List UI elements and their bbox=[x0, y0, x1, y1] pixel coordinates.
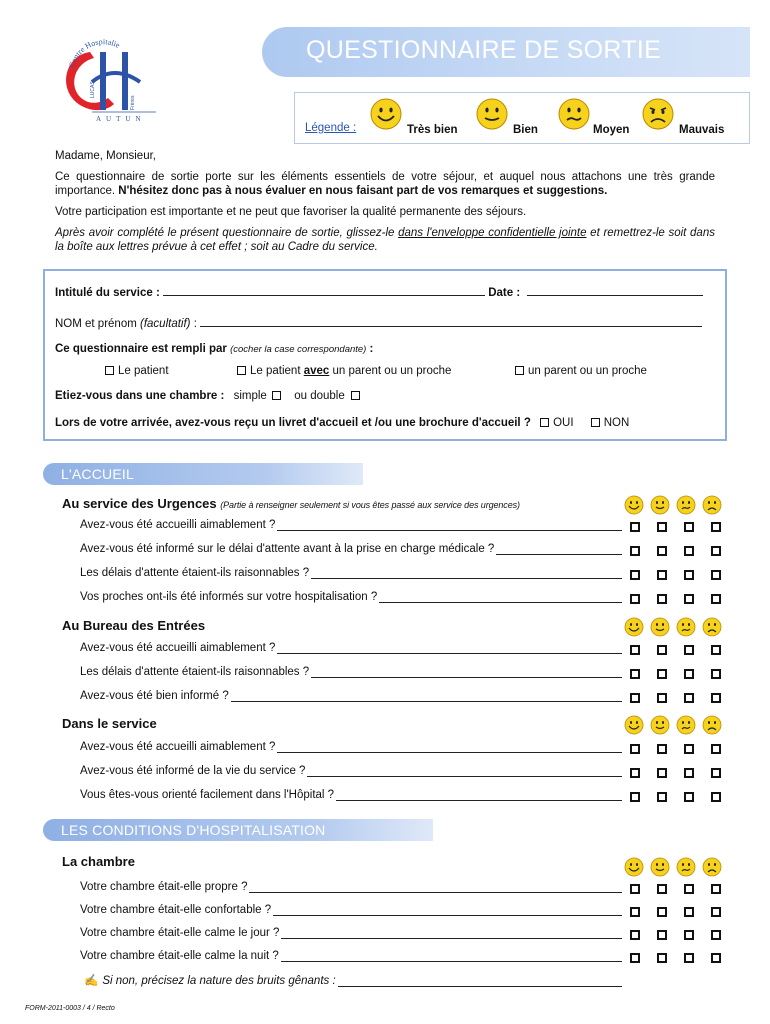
noise-prompt-row bbox=[84, 973, 622, 987]
logo-arc-text: Centre Hospitalie bbox=[67, 38, 122, 69]
rating-checkbox-good[interactable] bbox=[657, 522, 667, 532]
good-smiley-icon bbox=[475, 97, 509, 131]
rating-boxes bbox=[630, 744, 726, 756]
question-text: Avez-vous été informé sur le délai d'attente avant à la prise en charge médicale ? bbox=[80, 543, 495, 555]
rating-boxes bbox=[630, 792, 726, 804]
name-field[interactable] bbox=[200, 317, 702, 327]
question-row bbox=[80, 789, 622, 801]
filled-by-note: (cocher la case correspondante) bbox=[230, 344, 367, 355]
rating-checkbox-average[interactable] bbox=[684, 594, 694, 604]
question-text: Avez-vous été accueilli aimablement ? bbox=[80, 519, 276, 531]
logo-footer-text: AUTUN bbox=[96, 115, 146, 122]
rating-boxes bbox=[630, 570, 726, 582]
question-text: Vous êtes-vous orienté facilement dans l'Hôpital ? bbox=[80, 789, 335, 801]
legend-label-average: Moyen bbox=[593, 124, 630, 136]
rating-boxes bbox=[630, 594, 726, 606]
intro-p3-text: Après avoir complété le présent questionnaire de sortie, glissez-le bbox=[55, 227, 399, 239]
room-double-label: ou double bbox=[294, 390, 345, 402]
question-line bbox=[379, 593, 622, 603]
room-double-checkbox[interactable] bbox=[351, 391, 360, 400]
question-text: Votre chambre était-elle calme la nuit ? bbox=[80, 950, 279, 962]
group-title-service: Dans le service bbox=[62, 716, 157, 731]
room-label: Etiez-vous dans une chambre : bbox=[55, 390, 225, 402]
option-pwp-label-c: un parent ou un proche bbox=[329, 365, 452, 377]
legend-label-bad: Mauvais bbox=[679, 124, 725, 136]
option-patient-label: Le patient bbox=[118, 365, 169, 377]
salutation: Madame, Monsieur, bbox=[55, 150, 156, 162]
question-text: Les délais d'attente étaient-ils raisonnables ? bbox=[80, 567, 310, 579]
rating-checkbox-very-good[interactable] bbox=[630, 792, 640, 802]
good-smiley-icon bbox=[650, 495, 670, 515]
question-line bbox=[281, 929, 622, 939]
average-smiley-icon bbox=[676, 857, 696, 877]
rating-checkbox-bad[interactable] bbox=[711, 953, 721, 963]
rating-checkbox-very-good[interactable] bbox=[630, 669, 640, 679]
rating-boxes bbox=[630, 930, 726, 942]
rating-checkbox-bad[interactable] bbox=[711, 570, 721, 580]
rating-checkbox-very-good[interactable] bbox=[630, 570, 640, 580]
question-row bbox=[80, 642, 622, 654]
bad-smiley-icon bbox=[641, 97, 675, 131]
average-smiley-icon bbox=[676, 715, 696, 735]
legend-box bbox=[294, 92, 750, 144]
rating-checkbox-very-good[interactable] bbox=[630, 884, 640, 894]
question-row bbox=[80, 519, 622, 531]
intro-paragraph-3 bbox=[55, 226, 715, 254]
question-row bbox=[80, 927, 622, 939]
rating-checkbox-average[interactable] bbox=[684, 792, 694, 802]
rating-checkbox-very-good[interactable] bbox=[630, 546, 640, 556]
rating-boxes bbox=[630, 693, 726, 705]
rating-checkbox-bad[interactable] bbox=[711, 907, 721, 917]
rating-checkbox-very-good[interactable] bbox=[630, 645, 640, 655]
name-optional: (facultatif) bbox=[140, 318, 191, 330]
rating-boxes bbox=[630, 546, 726, 558]
urgences-title: Au service des Urgences bbox=[62, 496, 221, 511]
question-line bbox=[249, 883, 622, 893]
rating-checkbox-bad[interactable] bbox=[711, 669, 721, 679]
good-smiley-icon bbox=[650, 857, 670, 877]
section-conditions: LES CONDITIONS D'HOSPITALISATION bbox=[43, 819, 433, 841]
rating-checkbox-good[interactable] bbox=[657, 669, 667, 679]
average-smiley-icon bbox=[676, 495, 696, 515]
room-single-label: simple bbox=[233, 390, 267, 402]
question-line bbox=[231, 692, 622, 702]
option-patient[interactable] bbox=[105, 365, 169, 377]
booklet-yes-checkbox[interactable] bbox=[540, 418, 549, 427]
rating-checkbox-good[interactable] bbox=[657, 953, 667, 963]
rating-checkbox-very-good[interactable] bbox=[630, 768, 640, 778]
booklet-row bbox=[55, 417, 629, 429]
legend-label: Légende : bbox=[305, 122, 357, 134]
question-row bbox=[80, 765, 622, 777]
option-pwp-label-b: avec bbox=[303, 365, 330, 377]
group-title-entrees: Au Bureau des Entrées bbox=[62, 618, 206, 633]
rating-checkbox-good[interactable] bbox=[657, 570, 667, 580]
legend-label-very-good: Très bien bbox=[407, 124, 458, 136]
logo-graphic bbox=[56, 38, 166, 122]
rating-boxes bbox=[630, 953, 726, 965]
question-line bbox=[273, 906, 622, 916]
question-text: Avez-vous été accueilli aimablement ? bbox=[80, 642, 276, 654]
booklet-no-checkbox[interactable] bbox=[591, 418, 600, 427]
good-smiley-icon bbox=[650, 617, 670, 637]
rating-header-entrees bbox=[624, 617, 728, 639]
filled-by-colon: : bbox=[366, 343, 374, 355]
question-text: Avez-vous été bien informé ? bbox=[80, 690, 229, 702]
rating-checkbox-bad[interactable] bbox=[711, 693, 721, 703]
rating-checkbox-average[interactable] bbox=[684, 744, 694, 754]
intro-paragraph-2: Votre participation est importante et ne peut que favoriser la qualité permanente des séjours. bbox=[55, 206, 527, 218]
rating-checkbox-bad[interactable] bbox=[711, 930, 721, 940]
very-good-smiley-icon bbox=[624, 857, 644, 877]
legend-label-good: Bien bbox=[513, 124, 538, 136]
question-row bbox=[80, 904, 622, 916]
rating-checkbox-very-good[interactable] bbox=[630, 522, 640, 532]
rating-checkbox-good[interactable] bbox=[657, 792, 667, 802]
rating-checkbox-very-good[interactable] bbox=[630, 930, 640, 940]
question-row bbox=[80, 881, 622, 893]
logo-h-right bbox=[122, 52, 128, 110]
name-row bbox=[55, 317, 702, 330]
option-parent[interactable] bbox=[515, 365, 647, 377]
service-label: Intitulé du service : bbox=[55, 287, 160, 299]
name-label: NOM et prénom bbox=[55, 318, 140, 330]
rating-checkbox-very-good[interactable] bbox=[630, 907, 640, 917]
question-line bbox=[336, 791, 622, 801]
rating-checkbox-good[interactable] bbox=[657, 768, 667, 778]
question-line bbox=[311, 668, 622, 678]
rating-checkbox-average[interactable] bbox=[684, 570, 694, 580]
question-text: Votre chambre était-elle propre ? bbox=[80, 881, 248, 893]
rating-checkbox-bad[interactable] bbox=[711, 594, 721, 604]
rating-checkbox-average[interactable] bbox=[684, 546, 694, 556]
question-text: Les délais d'attente étaient-ils raisonnables ? bbox=[80, 666, 310, 678]
rating-header-urgences bbox=[624, 495, 728, 517]
rating-checkbox-bad[interactable] bbox=[711, 645, 721, 655]
rating-checkbox-very-good[interactable] bbox=[630, 953, 640, 963]
intro-p1-text: Ce questionnaire de sortie porte sur les éléments essentiels de votre séjour, et auquel nous attachons une très grande importance. bbox=[55, 171, 715, 197]
intro-paragraph-1 bbox=[55, 170, 715, 198]
rating-checkbox-very-good[interactable] bbox=[630, 693, 640, 703]
rating-checkbox-bad[interactable] bbox=[711, 546, 721, 556]
rating-checkbox-average[interactable] bbox=[684, 669, 694, 679]
question-row bbox=[80, 690, 622, 702]
rating-checkbox-good[interactable] bbox=[657, 645, 667, 655]
rating-checkbox-bad[interactable] bbox=[711, 792, 721, 802]
hospital-logo bbox=[56, 38, 166, 122]
date-label: Date : bbox=[488, 287, 521, 299]
rating-checkbox-bad[interactable] bbox=[711, 768, 721, 778]
pointing-hand-icon: ✍ bbox=[84, 975, 99, 987]
rating-checkbox-good[interactable] bbox=[657, 594, 667, 604]
rating-checkbox-bad[interactable] bbox=[711, 522, 721, 532]
logo-small-right: Frères bbox=[130, 95, 136, 110]
group-title-chambre: La chambre bbox=[62, 854, 135, 869]
rating-checkbox-average[interactable] bbox=[684, 768, 694, 778]
patient-checkbox[interactable] bbox=[105, 366, 114, 375]
booklet-question: Lors de votre arrivée, avez-vous reçu un livret d'accueil et /ou une brochure d'accueil ? bbox=[55, 417, 531, 429]
rating-checkbox-bad[interactable] bbox=[711, 884, 721, 894]
question-row bbox=[80, 591, 622, 603]
option-patient-with-parent[interactable] bbox=[237, 365, 451, 377]
room-row bbox=[55, 390, 364, 402]
urgences-note: (Partie à renseigner seulement si vous êtes passé aux service des urgences) bbox=[220, 500, 520, 510]
rating-checkbox-very-good[interactable] bbox=[630, 744, 640, 754]
rating-checkbox-good[interactable] bbox=[657, 884, 667, 894]
intro-p1-bold: N'hésitez donc pas à nous évaluer en nous faisant part de vos remarques et suggestions. bbox=[118, 185, 608, 197]
question-line bbox=[277, 743, 622, 753]
rating-checkbox-average[interactable] bbox=[684, 522, 694, 532]
average-smiley-icon bbox=[557, 97, 591, 131]
bad-smiley-icon bbox=[702, 857, 722, 877]
logo-h-left bbox=[100, 52, 106, 110]
room-single-checkbox[interactable] bbox=[272, 391, 281, 400]
question-line bbox=[277, 644, 622, 654]
service-row bbox=[55, 286, 703, 299]
rating-checkbox-average[interactable] bbox=[684, 953, 694, 963]
question-row bbox=[80, 950, 622, 962]
rating-checkbox-very-good[interactable] bbox=[630, 594, 640, 604]
rating-boxes bbox=[630, 669, 726, 681]
question-line bbox=[307, 767, 622, 777]
bad-smiley-icon bbox=[702, 715, 722, 735]
rating-header-chambre bbox=[624, 857, 728, 879]
patient-with-parent-checkbox[interactable] bbox=[237, 366, 246, 375]
bad-smiley-icon bbox=[702, 617, 722, 637]
option-pwp-label-a: Le patient bbox=[250, 365, 304, 377]
logo-small-left: LUCAS bbox=[90, 81, 96, 98]
question-row bbox=[80, 543, 622, 555]
rating-header-service bbox=[624, 715, 728, 737]
rating-checkbox-good[interactable] bbox=[657, 744, 667, 754]
question-row bbox=[80, 741, 622, 753]
bad-smiley-icon bbox=[702, 495, 722, 515]
rating-checkbox-average[interactable] bbox=[684, 645, 694, 655]
rating-checkbox-average[interactable] bbox=[684, 907, 694, 917]
rating-boxes bbox=[630, 884, 726, 896]
rating-checkbox-good[interactable] bbox=[657, 693, 667, 703]
intro-text bbox=[55, 149, 715, 261]
very-good-smiley-icon bbox=[369, 97, 403, 131]
parent-checkbox[interactable] bbox=[515, 366, 524, 375]
noise-prompt-text: Si non, précisez la nature des bruits gênants : bbox=[102, 975, 336, 987]
booklet-no-label: NON bbox=[603, 417, 630, 429]
filled-by-label: Ce questionnaire est rempli par bbox=[55, 343, 231, 355]
rating-boxes bbox=[630, 645, 726, 657]
rating-checkbox-average[interactable] bbox=[684, 884, 694, 894]
option-parent-label: un parent ou un proche bbox=[528, 365, 647, 377]
good-smiley-icon bbox=[650, 715, 670, 735]
logo-h-curve bbox=[92, 73, 140, 82]
name-colon: : bbox=[190, 318, 197, 330]
average-smiley-icon bbox=[676, 617, 696, 637]
booklet-yes-label: OUI bbox=[553, 417, 574, 429]
rating-boxes bbox=[630, 522, 726, 534]
question-line bbox=[281, 952, 622, 962]
rating-checkbox-good[interactable] bbox=[657, 907, 667, 917]
rating-boxes bbox=[630, 907, 726, 919]
very-good-smiley-icon bbox=[624, 715, 644, 735]
form-reference: FORM-2011-0003 / 4 / Recto bbox=[25, 1005, 115, 1012]
question-row bbox=[80, 567, 622, 579]
question-text: Avez-vous été accueilli aimablement ? bbox=[80, 741, 276, 753]
noise-field[interactable] bbox=[338, 977, 622, 987]
rating-checkbox-good[interactable] bbox=[657, 930, 667, 940]
section-accueil: L'ACCUEIL bbox=[43, 463, 363, 485]
question-line bbox=[311, 569, 622, 579]
intro-p3-underline: dans l'enveloppe confidentielle jointe bbox=[398, 227, 587, 239]
question-text: Vos proches ont-ils été informés sur votre hospitalisation ? bbox=[80, 591, 378, 603]
question-line bbox=[496, 545, 622, 555]
question-text: Votre chambre était-elle calme le jour ? bbox=[80, 927, 280, 939]
rating-checkbox-good[interactable] bbox=[657, 546, 667, 556]
group-title-urgences bbox=[62, 496, 520, 511]
question-text: Avez-vous été informé de la vie du service ? bbox=[80, 765, 306, 777]
rating-checkbox-bad[interactable] bbox=[711, 744, 721, 754]
patient-info-box bbox=[43, 269, 727, 441]
date-field[interactable] bbox=[527, 286, 703, 296]
intro-p3-end: et remettrez-le soit dans la boîte aux lettres prévue à cet effet ; soit au Cadre du service. bbox=[55, 227, 715, 253]
page-title: QUESTIONNAIRE DE SORTIE bbox=[262, 27, 750, 77]
rating-checkbox-average[interactable] bbox=[684, 693, 694, 703]
filled-by-row bbox=[55, 343, 373, 355]
question-text: Votre chambre était-elle confortable ? bbox=[80, 904, 272, 916]
service-field[interactable] bbox=[163, 286, 485, 296]
rating-checkbox-average[interactable] bbox=[684, 930, 694, 940]
question-row bbox=[80, 666, 622, 678]
very-good-smiley-icon bbox=[624, 617, 644, 637]
rating-boxes bbox=[630, 768, 726, 780]
very-good-smiley-icon bbox=[624, 495, 644, 515]
question-line bbox=[277, 521, 622, 531]
